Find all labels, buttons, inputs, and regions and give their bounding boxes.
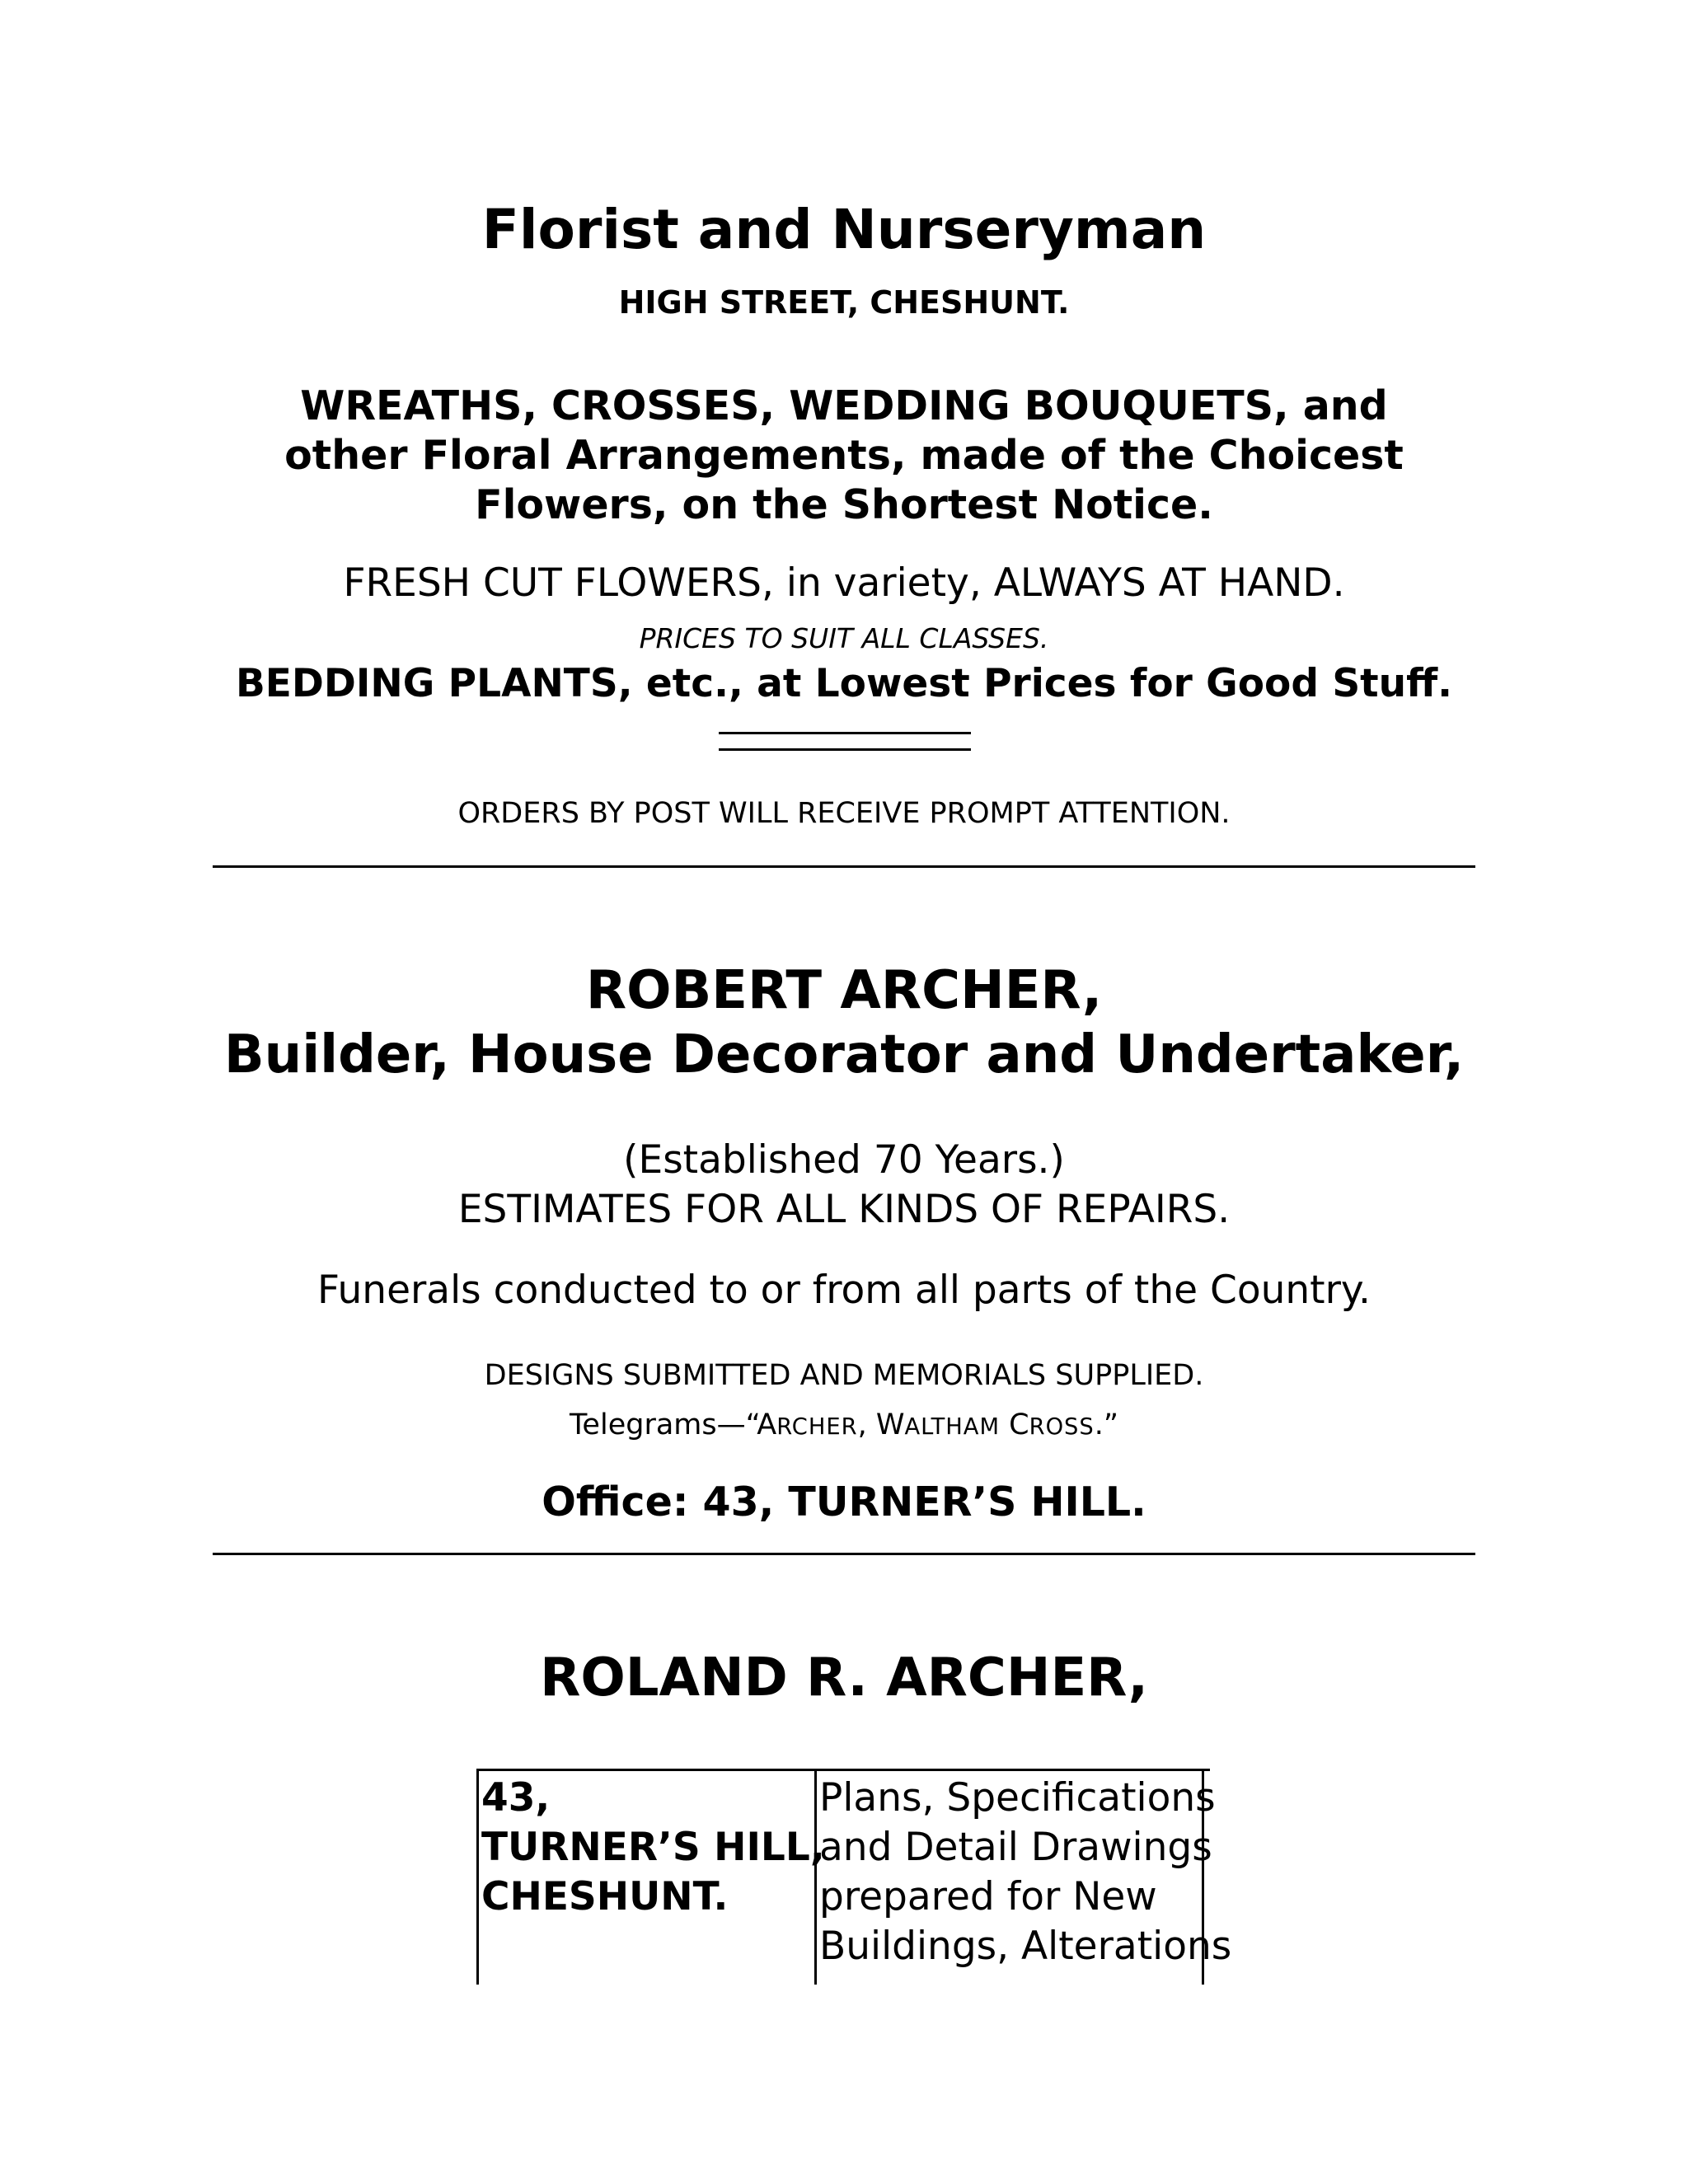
table-middle-border — [814, 1769, 817, 1985]
robert-archer-name: ROBERT ARCHER, — [585, 960, 1103, 1021]
section-divider-1 — [213, 865, 1475, 868]
robert-archer-funerals: Funerals conducted to or from all parts of the Country. — [317, 1268, 1371, 1313]
florist-address: HIGH STREET, CHESHUNT. — [618, 284, 1070, 321]
table-address-line1: 43, — [481, 1775, 551, 1821]
table-address-line3: CHESHUNT. — [481, 1874, 729, 1919]
robert-archer-established: (Established 70 Years.) — [623, 1137, 1065, 1183]
florist-prices: PRICES TO SUIT ALL CLASSES. — [639, 622, 1049, 654]
double-rule-top — [719, 732, 971, 734]
table-services-line2: and Detail Drawings — [819, 1825, 1212, 1870]
florist-bedding: BEDDING PLANTS, etc., at Lowest Prices for Good Stuff. — [235, 661, 1453, 706]
roland-archer-name: ROLAND R. ARCHER, — [540, 1647, 1148, 1708]
florist-orders: ORDERS BY POST WILL RECEIVE PROMPT ATTENTION. — [457, 797, 1231, 830]
table-left-border — [476, 1769, 479, 1985]
robert-archer-designs: DESIGNS SUBMITTED AND MEMORIALS SUPPLIED. — [484, 1359, 1204, 1392]
table-services-line4: Buildings, Alterations — [819, 1924, 1232, 1969]
table-address-line2: TURNER’S HILL, — [481, 1825, 825, 1870]
florist-fresh-cut: FRESH CUT FLOWERS, in variety, ALWAYS AT HAND. — [343, 560, 1345, 606]
florist-arrangements-line3: Flowers, on the Shortest Notice. — [475, 481, 1213, 528]
robert-archer-office: Office: 43, TURNER’S HILL. — [542, 1479, 1146, 1526]
robert-archer-telegrams: Telegrams—“ARCHER, WALTHAM CROSS.” — [570, 1408, 1118, 1441]
table-services-line3: prepared for New — [819, 1874, 1157, 1919]
robert-archer-trade: Builder, House Decorator and Undertaker, — [223, 1024, 1465, 1085]
robert-archer-estimates: ESTIMATES FOR ALL KINDS OF REPAIRS. — [457, 1187, 1231, 1232]
section-divider-2 — [213, 1553, 1475, 1555]
florist-arrangements-line2: other Floral Arrangements, made of the Choicest — [284, 432, 1404, 479]
table-services-line1: Plans, Specifications — [819, 1775, 1216, 1821]
florist-arrangements-line1: WREATHS, CROSSES, WEDDING BOUQUETS, and — [300, 382, 1388, 429]
double-rule-bottom — [719, 748, 971, 751]
florist-title: Florist and Nurseryman — [481, 198, 1207, 261]
